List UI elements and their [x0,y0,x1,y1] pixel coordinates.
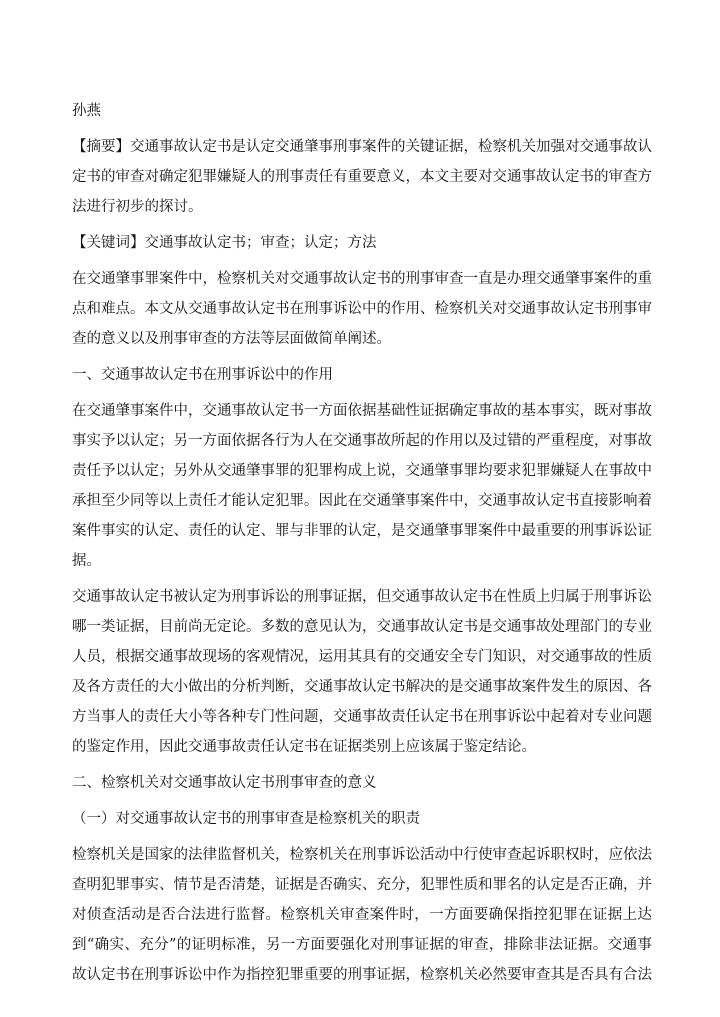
abstract-label: 【摘要】 [72,139,130,155]
section1-p2-text: 交通事故认定书被认定为刑事诉讼的刑事证据，但交通事故认定书在性质上归属于刑事诉讼哪一类证据，目前尚无定论。多数的意见认为，交通事故认定书是交通事故处理部门的专业人员，根据交通事故现场的客观情况，运用其具有的交通安全专门知识，对交通事故的性质及各方责任的大小做出的分析判断，交通事故认定书解决的是交通事故案件发生的原因、各方当事人的责任大小等各种专门性问题，交通事故责任认定书在刑事诉讼中起着对专业问题的鉴定作用，因此交通事故责任认定书在证据类别上应该属于鉴定结论。 [72,589,652,755]
document-page [72,96,652,996]
keywords-label: 【关键词】 [72,235,145,251]
section1-title: 一、交通事故认定书在刑事诉讼中的作用 [72,367,333,383]
author-line [72,96,652,126]
intro-paragraph [72,264,652,354]
section2-p1-text: 检察机关是国家的法律监督机关，检察机关在刑事诉讼活动中行使审查起诉职权时，应依法查明犯罪事实、情节是否清楚，证据是否确实、充分，犯罪性质和罪名的认定是否正确，并对侦查活动是否合法进行监督。检察机关审查案件时，一方面要确保指控犯罪在证据上达到“确实、充分”的证明标准，另一方面要强化对刑事证据的审查，排除非法证据。交通事故认定书在刑事诉讼中作为指控犯罪重要的刑事证据，检察机关必然要审查其是否具有合法 [72,847,652,983]
section1-paragraph-2 [72,582,652,762]
section2-subheading-1 [72,804,652,834]
section1-heading [72,360,652,390]
section1-paragraph-1 [72,396,652,576]
keywords-text: 交通事故认定书；审查；认定；方法 [144,235,377,251]
author-name: 孙燕 [72,103,101,119]
intro-text: 在交通肇事罪案件中，检察机关对交通事故认定书的刑事审查一直是办理交通肇事案件的重点和难点。本文从交通事故认定书在刑事诉讼中的作用、检察机关对交通事故认定书刑事审查的意义以及刑事审查的方法等层面做简单阐述。 [72,271,652,347]
section1-p1-text: 在交通肇事案件中，交通事故认定书一方面依据基础性证据确定事故的基本事实，既对事故事实予以认定；另一方面依据各行为人在交通事故所起的作用以及过错的严重程度，对事故责任予以认定；另外从交通肇事罪的犯罪构成上说，交通肇事罪均要求犯罪嫌疑人在事故中承担至少同等以上责任才能认定犯罪。因此在交通肇事案件中，交通事故认定书直接影响着案件事实的认定、责任的认定、罪与非罪的认定，是交通肇事罪案件中最重要的刑事诉讼证据。 [72,403,652,569]
abstract-paragraph [72,132,652,222]
keywords-paragraph [72,228,652,258]
section2-sub1-title: （一）对交通事故认定书的刑事审查是检察机关的职责 [72,811,420,827]
section2-title: 二、检察机关对交通事故认定书刑事审查的意义 [72,775,377,791]
section2-paragraph-1 [72,840,652,990]
abstract-text: 交通事故认定书是认定交通肇事刑事案件的关键证据，检察机关加强对交通事故认定书的审查对确定犯罪嫌疑人的刑事责任有重要意义，本文主要对交通事故认定书的审查方法进行初步的探讨。 [72,139,652,215]
section2-heading [72,768,652,798]
